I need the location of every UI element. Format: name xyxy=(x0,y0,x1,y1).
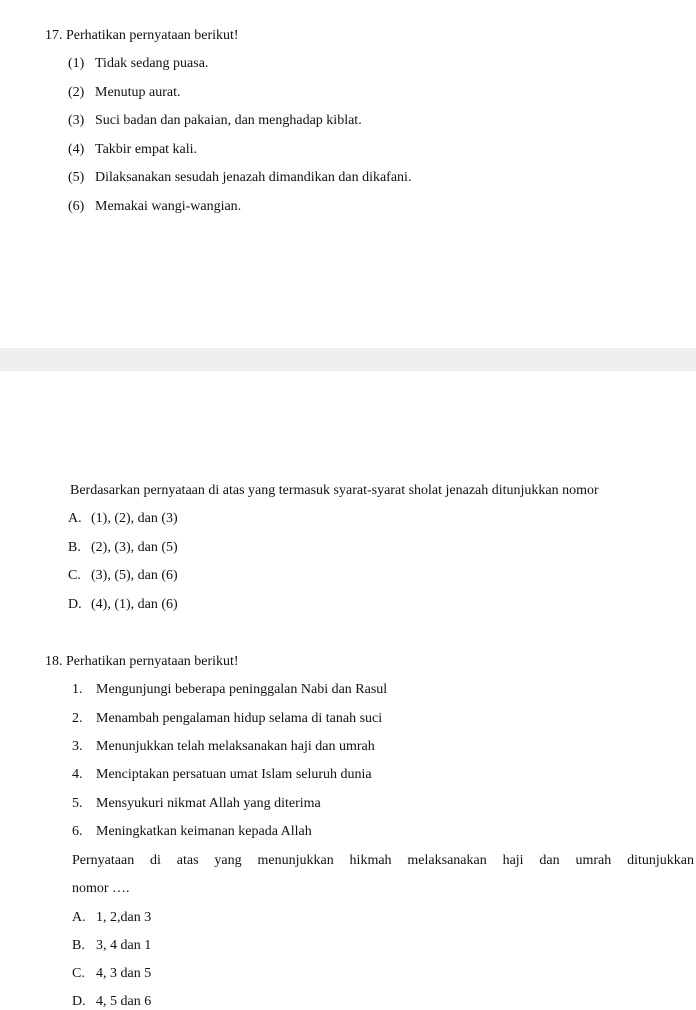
statement-number: (5) xyxy=(68,170,85,185)
question-18-prompt-line-2: nomor …. xyxy=(72,881,130,896)
question-18-prompt-line-1: Pernyataan di atas yang menunjukkan hikmah melaksanakan haji dan umrah ditunjukkan xyxy=(72,853,694,868)
q17-option-c[interactable] xyxy=(68,568,178,584)
option-letter: D. xyxy=(72,994,86,1009)
statement-number: (2) xyxy=(68,85,85,100)
question-17-prompt: Berdasarkan pernyataan di atas yang termasuk syarat-syarat sholat jenazah ditunjukkan nomor xyxy=(70,483,599,498)
statement-text: Dilaksanakan sesudah jenazah dimandikan dan dikafani. xyxy=(95,170,412,185)
statement-text: Meningkatkan keimanan kepada Allah xyxy=(96,824,312,839)
option-text: 3, 4 dan 1 xyxy=(96,938,152,953)
statement-text: Menambah pengalaman hidup selama di tanah suci xyxy=(96,711,383,726)
q18-statement-5 xyxy=(72,796,321,812)
statement-number: (6) xyxy=(68,199,85,214)
statement-number: 3. xyxy=(72,739,83,754)
q17-statement-4 xyxy=(68,142,197,158)
q18-statement-3 xyxy=(72,739,375,755)
statement-number: 2. xyxy=(72,711,83,726)
statement-number: 1. xyxy=(72,682,83,697)
statement-text: Memakai wangi-wangian. xyxy=(95,199,242,214)
q17-statement-6 xyxy=(68,199,241,215)
statement-text: Takbir empat kali. xyxy=(95,142,198,157)
statement-number: (1) xyxy=(68,56,85,71)
option-letter: A. xyxy=(72,910,86,925)
option-text: 1, 2,dan 3 xyxy=(96,910,152,925)
option-letter: C. xyxy=(72,966,85,981)
statement-text: Tidak sedang puasa. xyxy=(95,56,209,71)
q17-statement-5 xyxy=(68,170,411,186)
q18-statement-2 xyxy=(72,711,382,727)
option-text: (2), (3), dan (5) xyxy=(91,540,178,555)
q18-option-d[interactable] xyxy=(72,994,151,1010)
option-text: (3), (5), dan (6) xyxy=(91,568,178,583)
statement-text: Mensyukuri nikmat Allah yang diterima xyxy=(96,796,321,811)
q17-statement-3 xyxy=(68,113,362,129)
option-letter: B. xyxy=(68,540,81,555)
q17-statement-2 xyxy=(68,85,181,101)
statement-number: (3) xyxy=(68,113,85,128)
statement-text: Mengunjungi beberapa peninggalan Nabi dan Rasul xyxy=(96,682,388,697)
q18-statement-6 xyxy=(72,824,312,840)
option-letter: A. xyxy=(68,511,82,526)
q17-statement-1 xyxy=(68,56,208,72)
question-17-heading: 17. Perhatikan pernyataan berikut! xyxy=(45,28,239,43)
option-text: 4, 5 dan 6 xyxy=(96,994,152,1009)
statement-number: 4. xyxy=(72,767,83,782)
statement-text: Menunjukkan telah melaksanakan haji dan umrah xyxy=(96,739,375,754)
q18-option-c[interactable] xyxy=(72,966,151,982)
q17-option-d[interactable] xyxy=(68,597,178,613)
statement-text: Suci badan dan pakaian, dan menghadap kiblat. xyxy=(95,113,362,128)
option-text: (1), (2), dan (3) xyxy=(91,511,178,526)
statement-number: (4) xyxy=(68,142,85,157)
statement-text: Menciptakan persatuan umat Islam seluruh dunia xyxy=(96,767,372,782)
q18-statement-4 xyxy=(72,767,372,783)
statement-text: Menutup aurat. xyxy=(95,85,181,100)
statement-number: 6. xyxy=(72,824,83,839)
q17-option-b[interactable] xyxy=(68,540,178,556)
q17-option-a[interactable] xyxy=(68,511,178,527)
option-letter: B. xyxy=(72,938,85,953)
option-text: 4, 3 dan 5 xyxy=(96,966,152,981)
question-18-heading: 18. Perhatikan pernyataan berikut! xyxy=(45,654,239,669)
option-letter: D. xyxy=(68,597,82,612)
option-text: (4), (1), dan (6) xyxy=(91,597,178,612)
q18-option-a[interactable] xyxy=(72,910,151,926)
option-letter: C. xyxy=(68,568,81,583)
q18-statement-1 xyxy=(72,682,387,698)
page-break-band xyxy=(0,348,696,371)
q18-option-b[interactable] xyxy=(72,938,151,954)
statement-number: 5. xyxy=(72,796,83,811)
